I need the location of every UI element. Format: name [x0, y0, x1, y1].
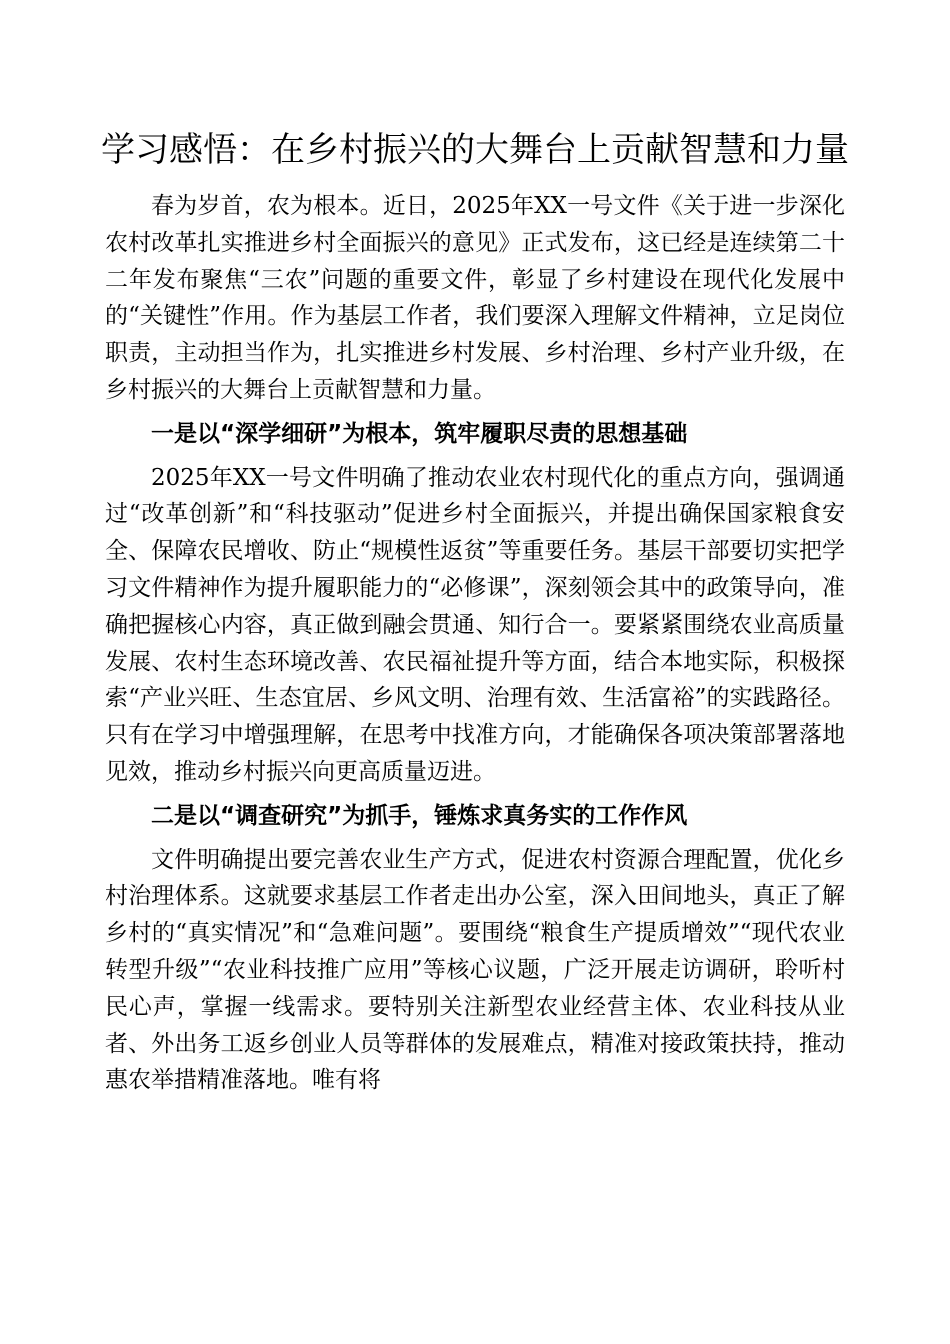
document-title: 学习感悟：在乡村振兴的大舞台上贡献智慧和力量: [101, 130, 849, 170]
section-heading-2: 二是以“调查研究”为抓手，锤炼求真务实的工作作风: [151, 802, 688, 829]
section-body-2: 文件明确提出要完善农业生产方式，促进农村资源合理配置，优化乡村治理体系。这就要求基层工作者走出办公室，深入田间地头，真正了解乡村的“真实情况”和“急难问题”。要围绕“粮食生产提质增效”“现代农业转型升级”“农业科技推广应用”等核心议题，广泛开展走访调研，聆听村民心声，掌握一线需求。要特别关注新型农业经营主体、农业科技从业者、外出务工返乡创业人员等群体的发展难点，精准对接政策扶持，推动惠农举措精准落地。唯有将: [105, 846, 845, 1094]
document-body: [105, 188, 845, 1099]
section-heading-1: 一是以“深学细研”为根本，筑牢履职尽责的思想基础: [151, 420, 688, 447]
intro-paragraph: 春为岁首，农为根本。近日，2025年XX一号文件《关于进一步深化农村改革扎实推进乡村全面振兴的意见》正式发布，这已经是连续第二十二年发布聚焦“三农”问题的重要文件，彰显了乡村建设在现代化发展中的“关键性”作用。作为基层工作者，我们要深入理解文件精神，立足岗位职责，主动担当作为，扎实推进乡村发展、乡村治理、乡村产业升级，在乡村振兴的大舞台上贡献智慧和力量。: [105, 193, 845, 403]
document-page: [101, 118, 849, 1099]
section-body-1: 2025年XX一号文件明确了推动农业农村现代化的重点方向，强调通过“改革创新”和“科技驱动”促进乡村全面振兴，并提出确保国家粮食安全、保障农民增收、防止“规模性返贫”等重要任务。基层干部要切实把学习文件精神作为提升履职能力的“必修课”，深刻领会其中的政策导向，准确把握核心内容，真正做到融会贯通、知行合一。要紧紧围绕农业高质量发展、农村生态环境改善、农民福祉提升等方面，结合本地实际，积极探索“产业兴旺、生态宜居、乡风文明、治理有效、生活富裕”的实践路径。只有在学习中增强理解，在思考中找准方向，才能确保各项决策部署落地见效，推动乡村振兴向更高质量迈进。: [105, 464, 845, 785]
